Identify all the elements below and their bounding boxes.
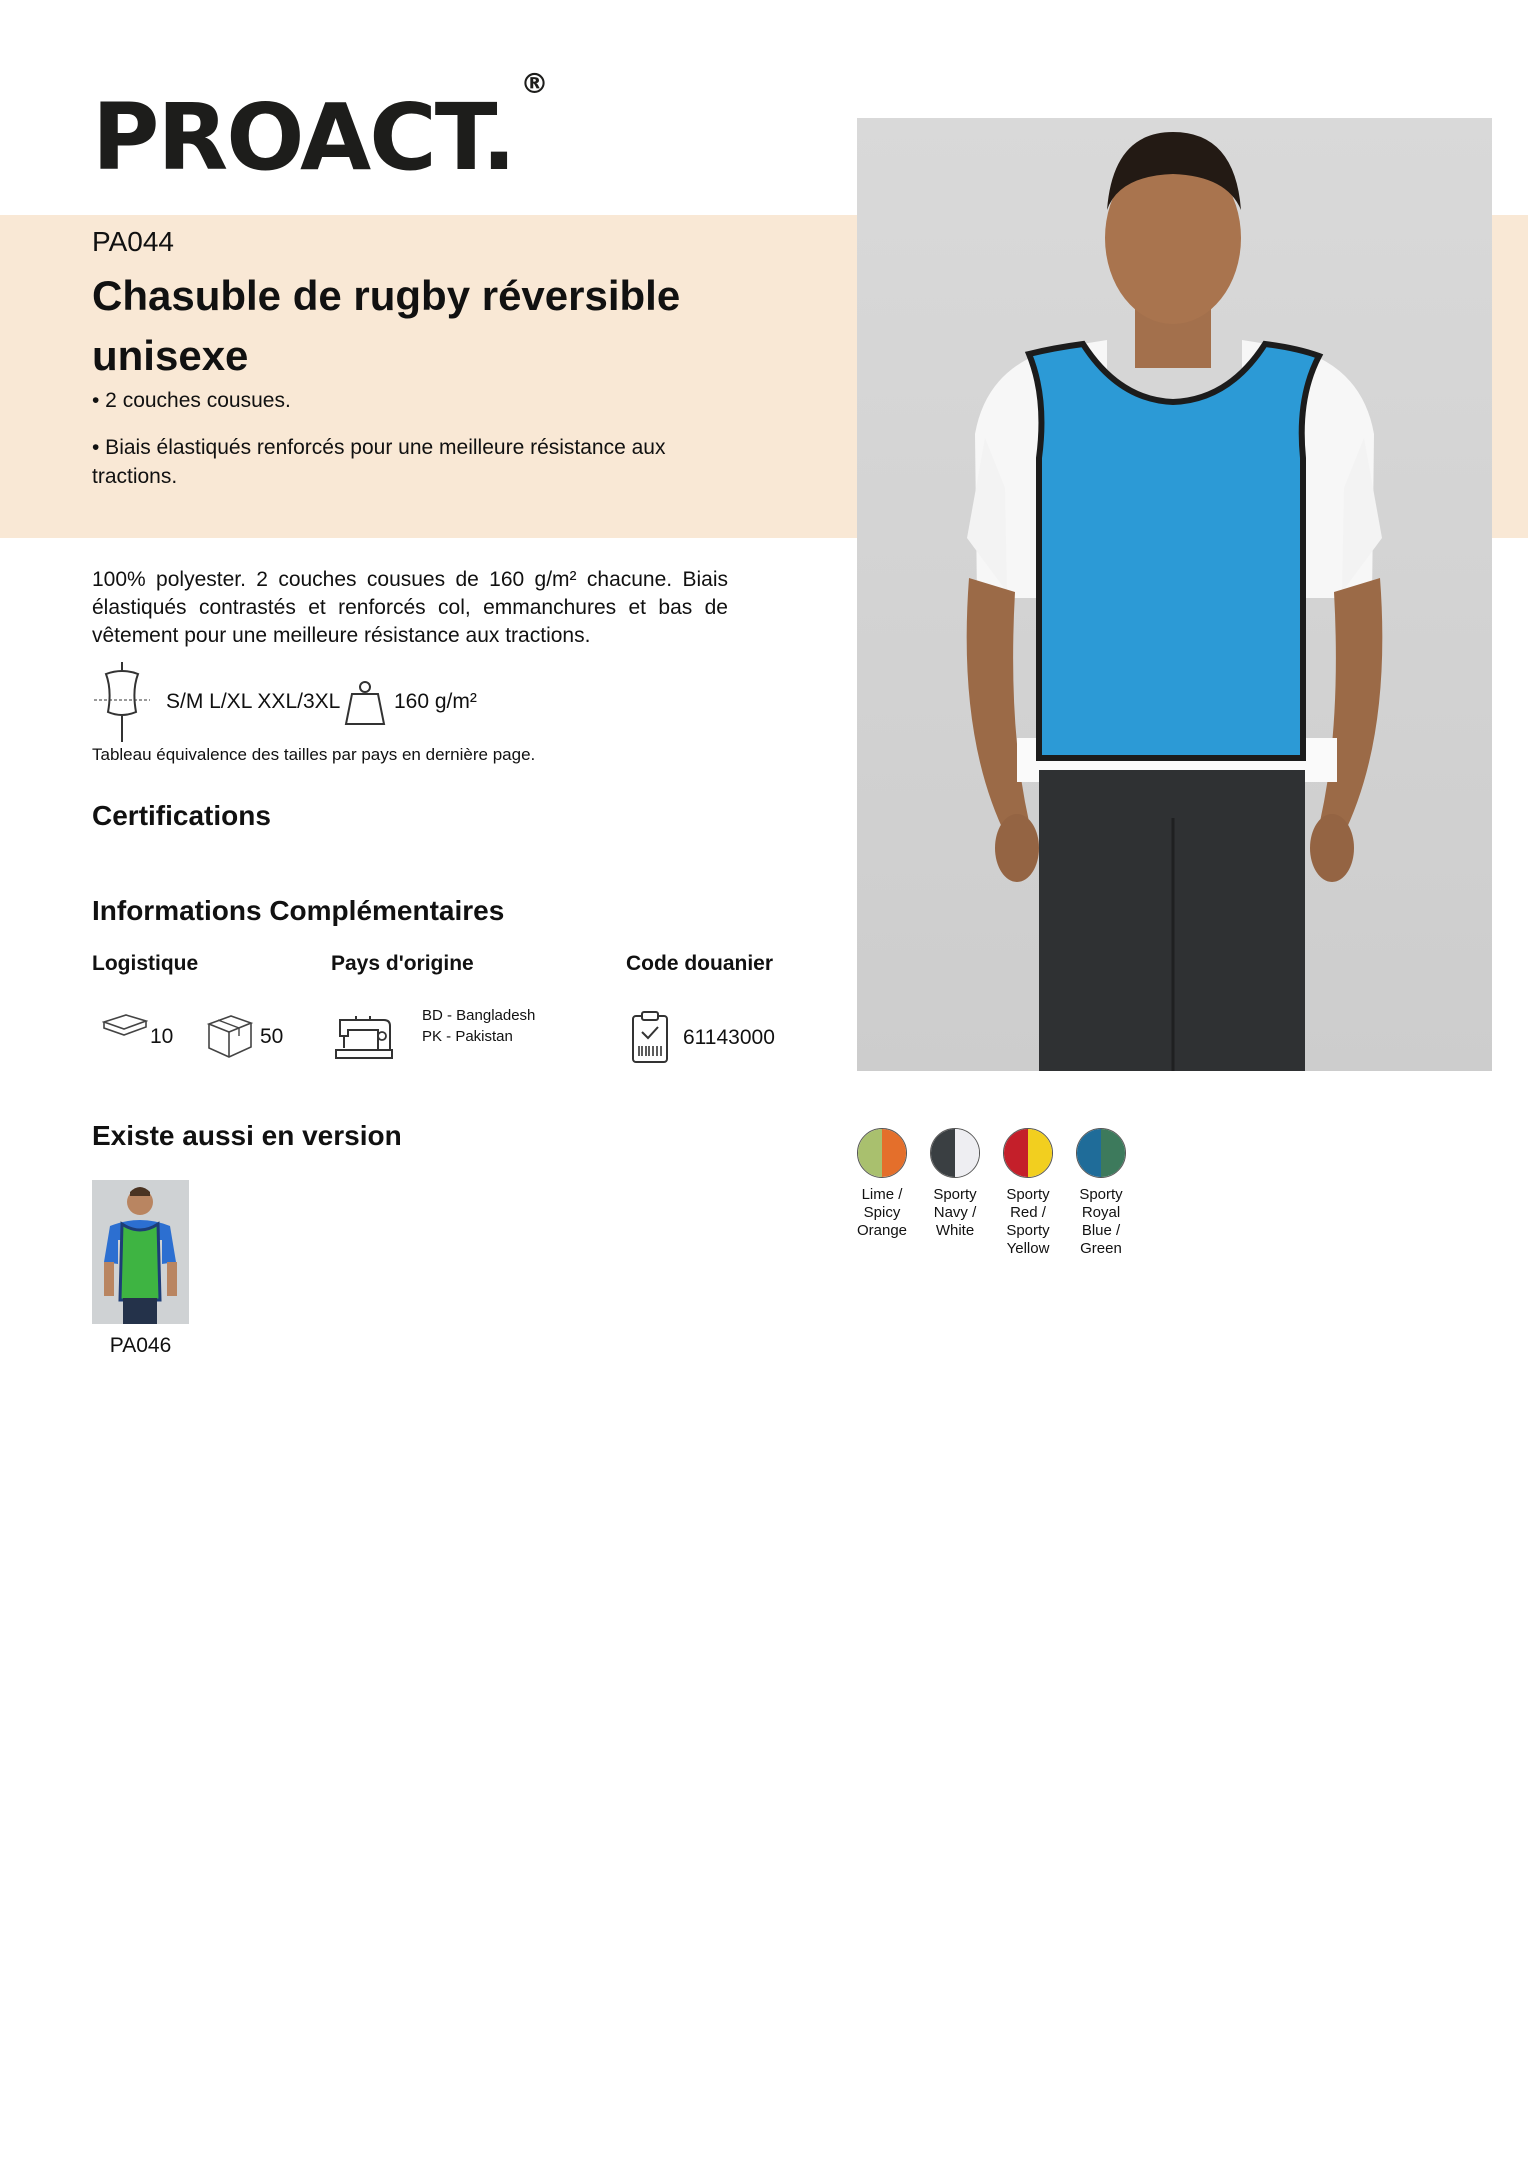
swatch-left-color: [1004, 1129, 1028, 1177]
fabric-weight: 160 g/m²: [394, 690, 477, 713]
color-label: Lime / Spicy Orange: [856, 1186, 908, 1239]
sewing-machine-icon: [334, 1010, 394, 1062]
certifications-heading: Certifications: [92, 800, 271, 831]
variant-thumbnail[interactable]: [92, 1180, 189, 1324]
variant-heading: Existe aussi en version: [92, 1120, 402, 1151]
product-description: 100% polyester. 2 couches cousues de 160 g/m² chacune. Biais élastiqués contrastés et renforcés col, emmanchures et bas de vêtement pour une meilleure résistance aux tractions.: [92, 568, 728, 647]
logistics-heading: Logistique: [92, 952, 199, 975]
variant-product-image: [92, 1180, 189, 1324]
carton-icon: [205, 1010, 255, 1060]
weight-icon: [342, 680, 388, 728]
swatch-right-color: [1101, 1129, 1125, 1177]
swatch-left-color: [931, 1129, 955, 1177]
color-swatch-lime-spicy-orange[interactable]: [857, 1128, 907, 1178]
swatch-right-color: [955, 1129, 979, 1177]
color-label: Sporty Royal Blue / Green: [1079, 1186, 1123, 1257]
color-swatch-sporty-navy-white[interactable]: [930, 1128, 980, 1178]
customs-code: 61143000: [683, 1026, 775, 1049]
variant-reference: PA046: [109, 1334, 172, 1357]
carton-quantity: 50: [260, 1025, 284, 1048]
swatch-right-color: [882, 1129, 906, 1177]
product-title: Chasuble de rugby réversible unisexe: [92, 272, 681, 379]
swatch-right-color: [1028, 1129, 1052, 1177]
origin-country: BD - Bangladesh: [422, 1007, 536, 1024]
mannequin-icon: [92, 660, 152, 745]
color-swatch-sporty-royal-blue-green[interactable]: [1076, 1128, 1126, 1178]
origin-country: PK - Pakistan: [422, 1028, 513, 1045]
size-table-note: Tableau équivalence des tailles par pays en dernière page.: [92, 745, 536, 764]
brand-logo: PROACT.®: [92, 67, 547, 191]
product-reference: PA044: [92, 226, 174, 257]
origin-heading: Pays d'origine: [331, 952, 474, 975]
pack-quantity: 10: [150, 1025, 174, 1048]
color-swatch-sporty-red-yellow[interactable]: [1003, 1128, 1053, 1178]
color-label: Sporty Red / Sporty Yellow: [1006, 1186, 1050, 1257]
customs-heading: Code douanier: [626, 952, 774, 975]
swatch-left-color: [858, 1129, 882, 1177]
sizes-weight-row: [92, 660, 652, 745]
sizes-available: S/M L/XL XXL/3XL: [166, 690, 341, 713]
feature-item: • Biais élastiqués renforcés pour une meilleure résistance aux tractions.: [92, 436, 666, 488]
customs-clipboard-icon: [630, 1010, 670, 1064]
pack-icon: [102, 1012, 148, 1040]
feature-list: [92, 386, 732, 509]
color-label: Sporty Navy / White: [933, 1186, 977, 1239]
feature-item: • 2 couches cousues.: [92, 389, 291, 412]
info-heading: Informations Complémentaires: [92, 895, 505, 926]
product-photo: [857, 118, 1492, 1071]
swatch-left-color: [1077, 1129, 1101, 1177]
model-wearing-bib-image: [857, 118, 1492, 1071]
